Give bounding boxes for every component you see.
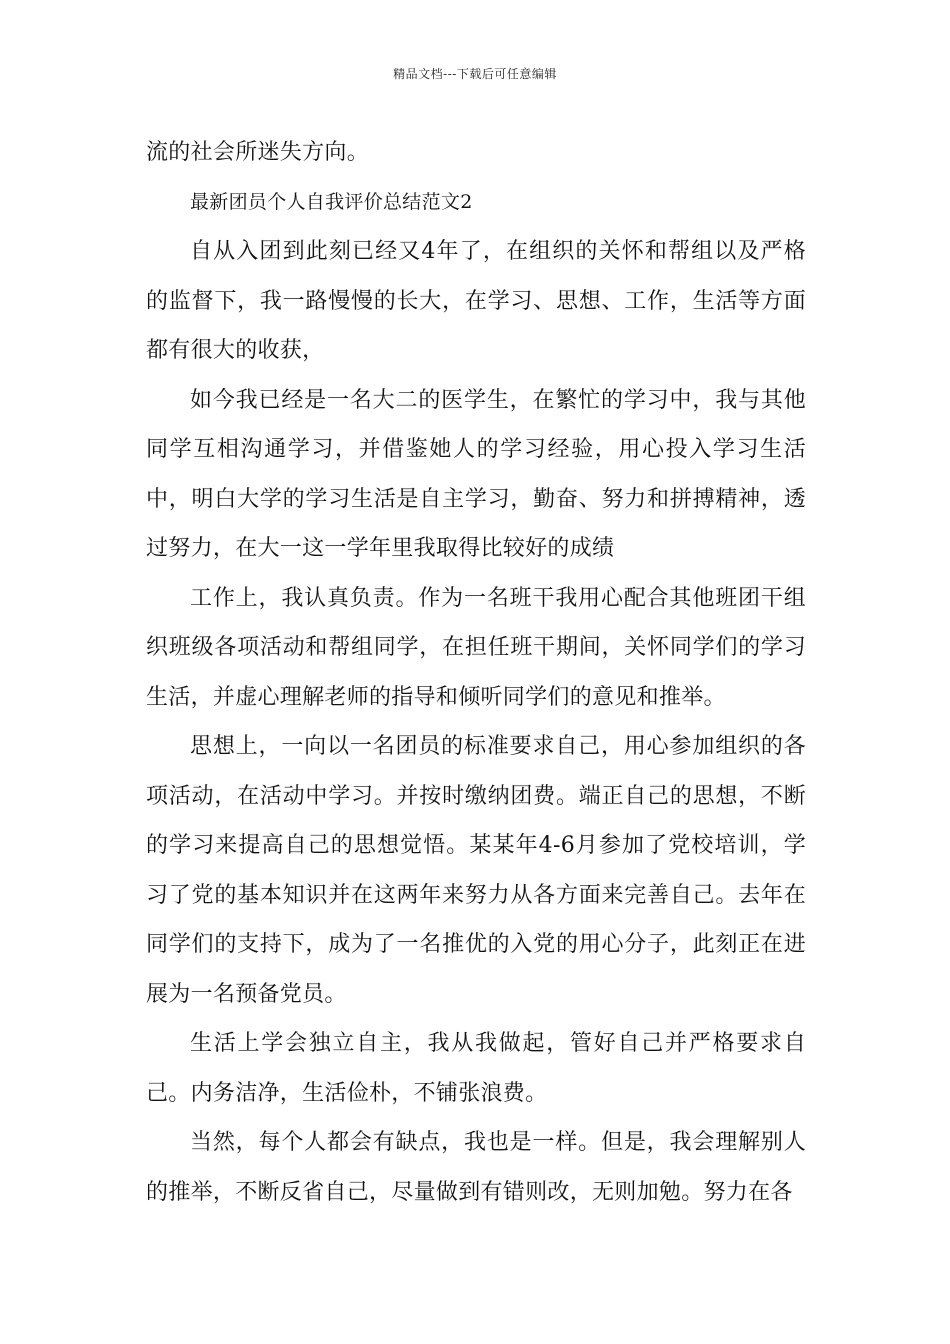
paragraph-continuation: 流的社会所迷失方向。 [146,140,370,165]
paragraph: 当然，每个人都会有缺点，我也是一样。但是，我会理解别人的推举，不断反省自己，尽量做到有错则改，无则加勉。努力在各 [146,1130,806,1205]
paragraph: 思想上，一向以一名团员的标准要求自己，用心参加组织的各项活动，在活动中学习。并按时缴纳团费。端正自己的思想，不断的学习来提高自己的思想觉悟。某某年4-6月参加了党校培训，学习了党的基本知识并在这两年来努力从各方面来完善自己。去年在同学们的支持下，成为了一名推优的入党的用心分子，此刻正在进展为一名预备党员。 [146,734,806,1007]
document-body [146,128,806,1217]
paragraph: 如今我已经是一名大二的医学生，在繁忙的学习中，我与其他同学互相沟通学习，并借鉴她人的学习经验，用心投入学习生活中，明白大学的学习生活是自主学习，勤奋、努力和拼搏精神，透过努力，在大一这一学年里我取得比较好的成绩 [146,387,806,561]
page-header: 精品文档---下载后可任意编辑 [393,67,557,81]
paragraph: 自从入团到此刻已经又4年了，在组织的关怀和帮组以及严格的监督下，我一路慢慢的长大，在学习、思想、工作，生活等方面都有很大的收获， [146,239,806,363]
paragraph: 生活上学会独立自主，我从我做起，管好自己并严格要求自己。内务洁净，生活俭朴，不铺张浪费。 [146,1031,806,1106]
paragraph: 工作上，我认真负责。作为一名班干我用心配合其他班团干组织班级各项活动和帮组同学，在担任班干期间，关怀同学们的学习生活，并虚心理解老师的指导和倾听同学们的意见和推举。 [146,585,806,710]
section-title: 最新团员个人自我评价总结范文2 [190,190,473,213]
